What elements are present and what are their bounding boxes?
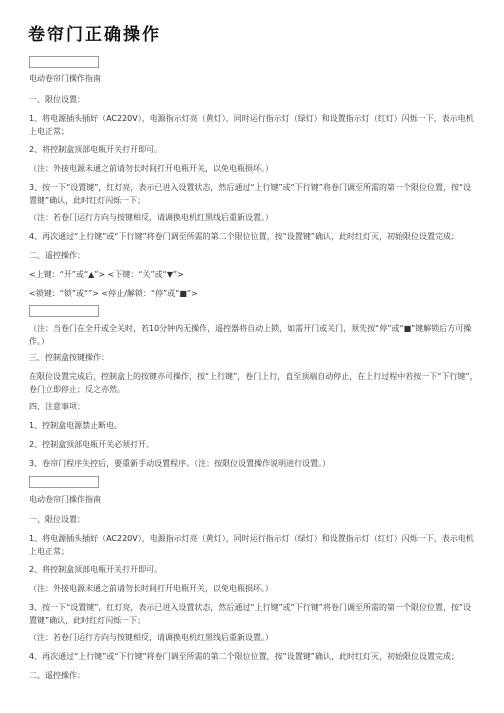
notes-item-1: 1、控制盒电源禁止断电。 — [29, 421, 123, 430]
step-3: 3、按一下“设置键”，红灯亮，表示已进入设置状态，然后通过“上行键”或“下行键”将卷门调至所需的第一个限位位置，按“设置键”确认，此时红灯闪烁一下； — [29, 183, 472, 205]
step-4: 4、再次通过“上行键”或“下行键”将卷门调至所需的第二个限位位置，按“设置键”确认，此时红灯灭，初始限位设置完成； — [29, 652, 459, 661]
remote-line-1: <上键：“开”或“▲”> <下键：“关”或“▼”> — [29, 270, 184, 279]
note-2: （注：若卷门运行方向与按键相反，请调换电机红黑线后重新设置。） — [29, 213, 273, 222]
image-placeholder — [29, 476, 99, 488]
image-placeholder — [29, 305, 99, 317]
note-2: （注：若卷门运行方向与按键相反，请调换电机红黑线后重新设置。） — [29, 633, 273, 642]
section-heading: 电动卷帘门操作指南 — [29, 495, 101, 504]
remote-heading: 二、遥控操作： — [29, 251, 85, 260]
image-placeholder — [29, 56, 99, 68]
note-1: （注：外接电源未通之前请勿长时间打开电瓶开关，以免电瓶损坏。） — [29, 164, 273, 173]
step-3: 3、按一下“设置键”，红灯亮，表示已进入设置状态，然后通过“上行键”或“下行键”将卷门调至所需的第一个限位位置，按“设置键”确认，此时红灯闪烁一下； — [29, 603, 472, 625]
step-4: 4、再次通过“上行键”或“下行键”将卷门调至所需的第二个限位位置，按“设置键”确认，此时红灯灭，初始限位设置完成； — [29, 232, 459, 241]
remote-line-2: <锁键：“锁”或“”> <停止/解锁：“停”或“■”> — [29, 289, 198, 298]
limit-heading: 一、限位设置： — [29, 515, 85, 524]
step-2: 2、将控制盒顶部电瓶开关打开即可。 — [29, 145, 163, 154]
notes-item-3: 3、卷帘门程序失控后，要重新手动设置程序。（注：按限位设置操作说明进行设置。） — [29, 459, 331, 468]
step-2: 2、将控制盒顶部电瓶开关打开即可。 — [29, 565, 163, 574]
control-text: 在限位设置完成后，控制盒上的按键亦可操作，按“上行键”，卷门上行，直至顶端自动停止，在上行过程中若按一下“下行键”，卷门立即停止；反之亦然。 — [29, 372, 478, 394]
control-heading: 三、控制盒按键操作： — [29, 353, 109, 362]
note-3: （注：当卷门在全开或全关时，若10分钟内无操作，遥控器将自动上锁，如需开门或关门，须先按“停”或“■”键解锁后方可操作。） — [29, 324, 472, 346]
remote-heading: 二、遥控操作： — [29, 671, 85, 680]
notes-item-2: 2、控制盒顶部电瓶开关必须打开。 — [29, 440, 155, 449]
step-1: 1、将电源插头插好（AC220V），电源指示灯亮（黄灯），同时运行指示灯（绿灯）和设置指示灯（红灯）闪烁一下，表示电机上电正常； — [29, 534, 474, 556]
section-heading: 电动卷帘门操作指南 — [29, 74, 101, 83]
page-title: 卷帘门正确操作 — [28, 25, 161, 45]
limit-heading: 一、限位设置： — [29, 95, 85, 104]
step-1: 1、将电源插头插好（AC220V），电源指示灯亮（黄灯），同时运行指示灯（绿灯）和设置指示灯（红灯）闪烁一下，表示电机上电正常； — [29, 114, 474, 136]
note-1: （注：外接电源未通之前请勿长时间打开电瓶开关，以免电瓶损坏。） — [29, 584, 273, 593]
notes-heading: 四、注意事项： — [29, 402, 85, 411]
